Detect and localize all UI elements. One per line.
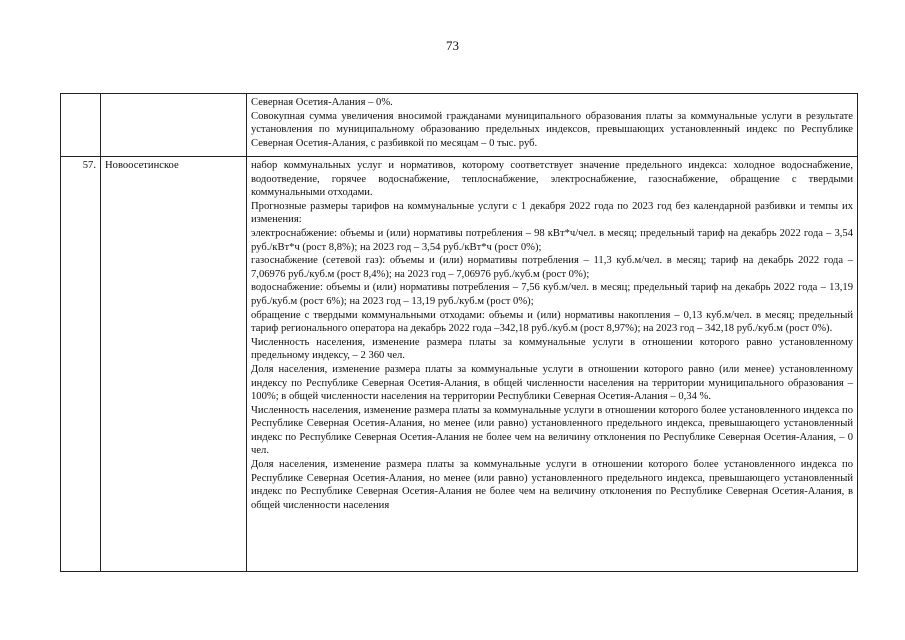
paragraph: электроснабжение: объемы и (или) нормативы потребления – 98 кВт*ч/чел. в месяц; предельный тариф на декабрь 2022 года – 3,54 руб./кВт*ч (рост 8,8%); на 2023 год – 3,54 руб./кВт*ч (рост 0%);: [251, 227, 853, 253]
row-content-cell: [247, 94, 858, 157]
table-row: [61, 157, 858, 572]
table-row: [61, 94, 858, 157]
page-number: 73: [446, 38, 459, 53]
paragraph: Численность населения, изменение размера платы за коммунальные услуги в отношении которого равно установленному предельному индексу, – 2 360 чел.: [251, 336, 853, 362]
row-number-cell: 57.: [61, 157, 101, 572]
municipal-tariff-table: [60, 93, 858, 572]
paragraph: водоснабжение: объемы и (или) нормативы потребления – 7,56 куб.м/чел. в месяц; предельный тариф на декабрь 2022 года – 13,19 руб./куб.м (рост 6%); на 2023 год – 13,19 руб./куб.м (рост 0%);: [251, 282, 853, 307]
paragraph: набор коммунальных услуг и нормативов, которому соответствует значение предельного индекса: холодное водоснабжение, водоотведение, горячее водоснабжение, теплоснабжение, электроснабжение, газоснабжение, обращение с твердыми коммунальными отходами.: [251, 160, 853, 199]
paragraph: Доля населения, изменение размера платы за коммунальные услуги в отношении которого более установленного индекса по Республике Северная Осетия-Алания, но менее (или равно) установленного предельного индекса, превышающего установленный индекс по Республике Северная Осетия-Алания не более чем на величину отклонения по Республике Северная Осетия-Алания, в общей численности населения: [251, 459, 853, 511]
row-number-cell: [61, 94, 101, 157]
paragraph: Доля населения, изменение размера платы за коммунальные услуги в отношении которого равно (или менее) установленному индексу по Республике Северная Осетия-Алания, в общей численности населения на территории муниципального образования – 100%; в общей численности населения на территории Республики Северная Осетия-Алания – 0,34 %.: [251, 363, 853, 403]
paragraph: газоснабжение (сетевой газ): объемы и (или) нормативы потребления – 11,3 куб.м/чел. в месяц; тариф на декабрь 2022 года – 7,06976 руб./куб.м (рост 8,4%); на 2023 год – 7,06976 руб./куб.м (рост 0%);: [251, 255, 853, 280]
paragraph: Совокупная сумма увеличения вносимой гражданами муниципального образования платы за коммунальные услуги в результате установления по муниципальному образованию предельных индексов, превышающих установленный индекс по Республике Северная Осетия-Алания, с разбивкой по месяцам – 0 тыс. руб.: [251, 110, 853, 149]
paragraph: Северная Осетия-Алания – 0%.: [251, 97, 393, 108]
paragraph: Прогнозные размеры тарифов на коммунальные услуги с 1 декабря 2022 года по 2023 год без календарной разбивки и темпы их изменения:: [251, 200, 853, 226]
municipality-name-cell: [101, 94, 247, 157]
municipality-name-cell: Новоосетинское: [101, 157, 247, 572]
row-content-cell: [247, 157, 858, 572]
paragraph: Численность населения, изменение размера платы за коммунальные услуги в отношении которого более установленного индекса по Республике Северная Осетия-Алания, но менее (или равно) установленного предельного индекса, превышающего установленный индекс по Республике Северная Осетия-Алания не более чем на величину отклонения по Республике Северная Осетия-Алания, – 0 чел.: [251, 404, 853, 457]
paragraph: обращение с твердыми коммунальными отходами: объемы и (или) нормативы накопления – 0,13 куб.м/чел. в месяц; предельный тариф регионального оператора на декабрь 2022 года –342,18 руб./куб.м (рост 8,97%); на 2023 год – 342,18 руб./куб.м (рост 0%).: [251, 309, 853, 335]
